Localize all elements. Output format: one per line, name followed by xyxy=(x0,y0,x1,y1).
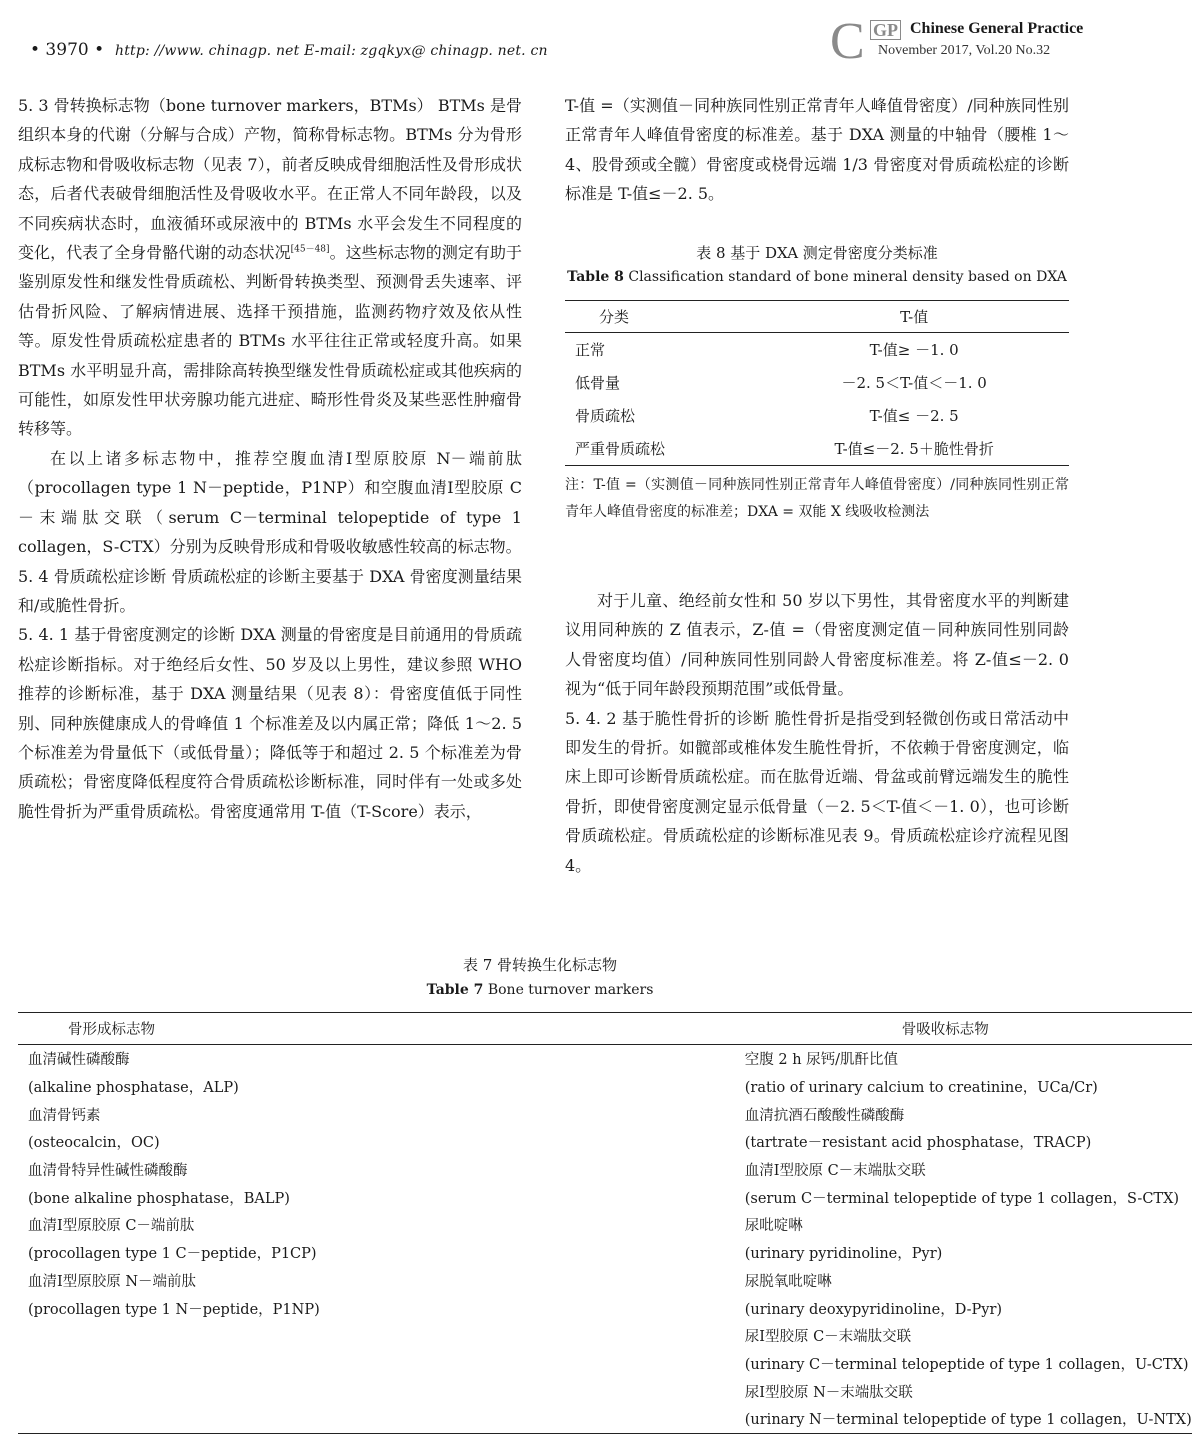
table-row xyxy=(18,1045,1192,1073)
table-row xyxy=(18,1267,1192,1295)
table-row xyxy=(18,1405,1192,1433)
table-row xyxy=(18,1156,1192,1184)
table-header-cell: T-值 xyxy=(759,301,1069,333)
table-cell: 血清抗酒石酸酸性磷酸酶 xyxy=(744,1107,905,1124)
table-cell xyxy=(18,1350,320,1378)
journal-logo xyxy=(830,13,1084,70)
table-cell: (osteocalcin，OC) xyxy=(28,1135,160,1152)
table-row xyxy=(18,1294,1192,1322)
table-row xyxy=(565,333,1069,367)
section-5-3-paragraph: 5. 3 骨转换标志物（bone turnover markers，BTMs） BTMs 是骨组织本身的代谢（分解与合成）产物，简称骨标志物。BTMs 分为骨形成标志物和骨吸收标志物（见表 7），前者反映成骨细胞活性及骨形成状态，后者代表破骨细胞活性及骨吸收水平。在正常人不同年龄段，以及不同疾病状态时，血液循环或尿液中的 BTMs 水平会发生不同程度的变化，代表了全身骨骼代谢的动态状况[45－48]。这些标志物的测定有助于鉴别原发性和继发性骨质疏松、判断骨转换类型、预测骨丢失速率、评估骨折风险、了解病情进展、选择干预措施，监测药物疗效及依从性等。原发性骨质疏松症患者的 BTMs 水平往往正常或轻度升高。如果 BTMs 水平明显升高，需排除高转换型继发性骨质疏松症或其他疾病的可能性，如原发性甲状旁腺功能亢进症、畸形性骨炎及某些恶性肿瘤骨转移等。 xyxy=(18,96,522,439)
table-cell xyxy=(18,1377,320,1405)
table-cell: 血清Ⅰ型胶原 C－末端肽交联 xyxy=(744,1163,926,1180)
table-row xyxy=(18,1100,1192,1128)
table8-caption-cn: 表 8 基于 DXA 测定骨密度分类标准 xyxy=(696,244,938,262)
table-row xyxy=(565,399,1069,432)
table-header-row xyxy=(18,1013,1192,1045)
table-cell: (urinary deoxypyridinoline，D-Pyr) xyxy=(744,1301,1003,1318)
table-cell: 血清骨钙素 xyxy=(28,1107,101,1124)
journal-url-email[interactable]: http: //www. chinagp. net E-mail: zgqkyx@ chinagp. net. cn xyxy=(115,43,548,59)
table-row xyxy=(18,1183,1192,1211)
journal-name: Chinese General Practice xyxy=(910,20,1084,37)
table-header-row xyxy=(565,301,1069,333)
table7-caption-en: Table 7 Bone turnover markers xyxy=(426,982,654,998)
logo-gp-mark: GP xyxy=(870,20,901,40)
table-cell: (tartrate－resistant acid phosphatase，TRACP) xyxy=(744,1135,1092,1152)
right-column-top xyxy=(565,91,1069,209)
table-cell: 尿Ⅰ型胶原 C－末端肽交联 xyxy=(744,1329,912,1346)
table-row xyxy=(18,1322,1192,1350)
table-cell: (bone alkaline phosphatase，BALP) xyxy=(28,1190,290,1207)
recommended-markers-paragraph: 在以上诸多标志物中，推荐空腹血清Ⅰ型原胶原 N－端前肽（procollagen type 1 N－peptide，P1NP）和空腹血清Ⅰ型胶原 C－末端肽交联（serum C－terminal telopeptide of type 1 collagen，S-CTX）分别为反映骨形成和骨吸收敏感性较高的标志物。 xyxy=(18,448,522,557)
table-cell: (procollagen type 1 N－peptide，P1NP) xyxy=(28,1301,320,1318)
section-5-4-1-paragraph: 5. 4. 1 基于骨密度测定的诊断 DXA 测量的骨密度是目前通用的骨质疏松症诊断指标。对于绝经后女性、50 岁及以上男性，建议参照 WHO 推荐的诊断标准，基于 DXA 测量结果（见表 8）：骨密度值低于同性别、同种族健康成人的骨峰值 1 个标准差及以内属正常；降低 1～2. 5 个标准差为骨量低下（或低骨量）；降低等于和超过 2. 5 个标准差为骨质疏松；骨密度降低程度符合骨质疏松诊断标准，同时伴有一处或多处脆性骨折为严重骨质疏松。骨密度通常用 T-值（T-Score）表示， xyxy=(18,625,522,821)
t-score-definition-paragraph: T-值 =（实测值－同种族同性别正常青年人峰值骨密度）/同种族同性别正常青年人峰值骨密度的标准差。基于 DXA 测量的中轴骨（腰椎 1～4、股骨颈或全髋）骨密度或桡骨远端 1/3 骨密度对骨质疏松症的诊断标准是 T-值≤－2. 5。 xyxy=(565,96,1069,204)
table8-note: 注：T-值 =（实测值－同种族同性别正常青年人峰值骨密度）/同种族同性别正常青年人峰值骨密度的标准差；DXA = 双能 X 线吸收检测法 xyxy=(565,477,1069,520)
table-cell: T-值≤ －2. 5 xyxy=(869,407,959,425)
table-cell: 血清Ⅰ型原胶原 N－端前肽 xyxy=(28,1273,197,1290)
z-score-paragraph: 对于儿童、绝经前女性和 50 岁以下男性，其骨密度水平的判断建议用同种族的 Z 值表示，Z-值 =（骨密度测定值－同种族同性别同龄人骨密度均值）/同种族同性别同龄人骨密度标准差。将 Z-值≤－2. 0 视为“低于同年龄段预期范围”或低骨量。 xyxy=(565,591,1069,699)
table-row xyxy=(18,1377,1192,1405)
table-cell: (ratio of urinary calcium to creatinine，UCa/Cr) xyxy=(744,1080,1098,1097)
table-row xyxy=(18,1128,1192,1156)
table-cell: 骨质疏松 xyxy=(575,407,636,425)
table-cell: 正常 xyxy=(575,341,606,359)
table-cell: (procollagen type 1 C－peptide，P1CP) xyxy=(28,1246,317,1263)
table-cell: T-值≤－2. 5＋脆性骨折 xyxy=(759,432,1069,466)
table7 xyxy=(18,1012,1192,1434)
table-cell: 严重骨质疏松 xyxy=(565,432,759,466)
table8 xyxy=(565,300,1069,466)
journal-issue: November 2017, Vol.20 No.32 xyxy=(878,43,1051,58)
table-cell: 低骨量 xyxy=(575,374,621,392)
table7-caption-cn: 表 7 骨转换生化标志物 xyxy=(462,956,618,974)
section-5-4-heading-paragraph: 5. 4 骨质疏松症诊断 骨质疏松症的诊断主要基于 DXA 骨密度测量结果和/或脆性骨折。 xyxy=(18,566,522,615)
table-row xyxy=(565,366,1069,399)
page-number: • 3970 • xyxy=(30,40,105,60)
table-cell: 尿吡啶啉 xyxy=(744,1218,803,1235)
table-header-cell: 骨形成标志物 xyxy=(18,1013,320,1045)
table-cell: 血清Ⅰ型原胶原 C－端前肽 xyxy=(28,1218,195,1235)
table-cell: (alkaline phosphatase，ALP) xyxy=(28,1080,239,1097)
table-cell: T-值≥ －1. 0 xyxy=(869,341,959,359)
citation-ref[interactable]: [45－48] xyxy=(290,244,330,255)
right-column-bottom xyxy=(565,586,1069,880)
section-5-4-2-paragraph: 5. 4. 2 基于脆性骨折的诊断 脆性骨折是指受到轻微创伤或日常活动中即发生的骨折。如髋部或椎体发生脆性骨折，不依赖于骨密度测定，临床上即可诊断骨质疏松症。而在肱骨近端、骨盆或前臂远端发生的脆性骨折，即使骨密度测定显示低骨量（－2. 5＜T-值＜－1. 0），也可诊断骨质疏松症。骨质疏松症的诊断标准见表 9。骨质疏松症诊疗流程见图 4。 xyxy=(565,708,1069,875)
table-cell: 血清骨特异性碱性磷酸酶 xyxy=(28,1163,188,1180)
table-row xyxy=(18,1073,1192,1101)
table-row xyxy=(18,1239,1192,1267)
table-cell: 血清碱性磷酸酶 xyxy=(28,1052,130,1069)
table-cell: (urinary C－terminal telopeptide of type 1 collagen，U-CTX) xyxy=(744,1356,1189,1373)
table8-caption-en: Table 8 Classification standard of bone mineral density based on DXA xyxy=(567,269,1067,285)
table-cell: (serum C－terminal telopeptide of type 1 collagen，S-CTX) xyxy=(744,1190,1180,1207)
table-cell: (urinary N－terminal telopeptide of type 1 collagen，U-NTX) xyxy=(320,1405,1192,1433)
table-cell: 空腹 2 h 尿钙/肌酐比值 xyxy=(744,1052,899,1069)
table-row xyxy=(565,432,1069,466)
left-column xyxy=(18,91,522,826)
table-header-cell: 骨吸收标志物 xyxy=(320,1013,1192,1045)
table-row xyxy=(18,1211,1192,1239)
table-cell: 尿脱氧吡啶啉 xyxy=(744,1273,832,1290)
table-cell: (urinary pyridinoline，Pyr) xyxy=(744,1246,943,1263)
logo-c-mark: C xyxy=(830,13,865,70)
table-header-cell: 分类 xyxy=(565,301,759,333)
table-cell: －2. 5＜T-值＜－1. 0 xyxy=(841,374,987,392)
table-row xyxy=(18,1350,1192,1378)
table-cell xyxy=(18,1405,320,1433)
table-cell: 尿Ⅰ型胶原 N－末端肽交联 xyxy=(744,1384,913,1401)
table-cell xyxy=(18,1322,320,1350)
